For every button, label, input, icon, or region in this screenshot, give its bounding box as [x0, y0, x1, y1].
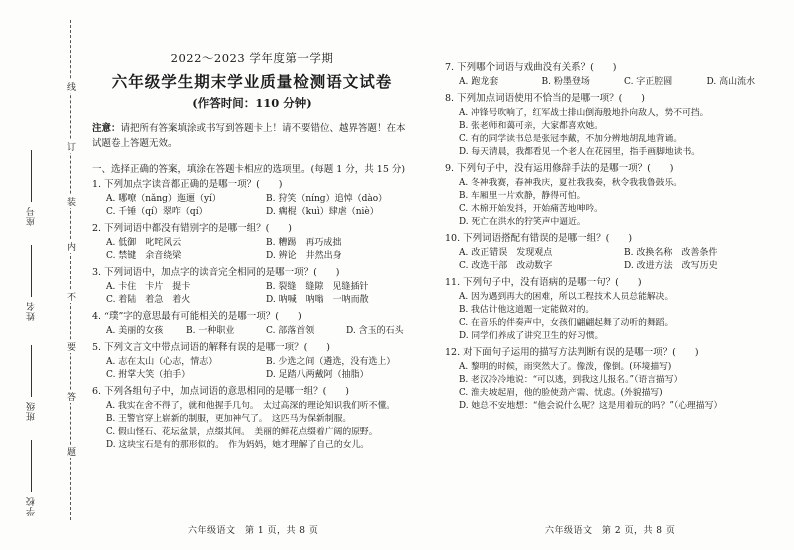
answer-option: D. 呐喊 呐嗡 一呐而散 — [266, 295, 369, 305]
left-question-list — [92, 178, 412, 452]
page-footer-right: 六年级语文 第 2 页，共 8 页 — [545, 526, 676, 536]
answer-option: A. 跑龙套 — [459, 77, 499, 87]
field-seat-number: 座号 — [25, 150, 38, 226]
binding-mark: 不 — [65, 292, 75, 301]
question — [445, 276, 775, 343]
exam-title: 六年级学生期末学业质量检测语文试卷 — [111, 73, 393, 91]
answer-option: A. 冬神我赛，春神我庆，夏社我我奏，秋令我我鲁鼓乐。 — [459, 178, 683, 188]
notice-label: 注意： — [92, 123, 121, 134]
question-stem: 3. 下列词语中，加点字的读音完全相同的是哪一项？( ) — [92, 267, 340, 278]
answer-option: C. 拊掌大笑（拍手） — [106, 370, 191, 380]
answer-option: B. 狩笑（níng）追悼（dào） — [266, 194, 388, 204]
answer-option: D. 同学们养成了讲究卫生的好习惯。 — [459, 331, 604, 341]
answer-option: A. 冲锋号吹响了，红军战士排山倒海般地扑向敌人，势不可挡。 — [459, 108, 709, 118]
answer-option: C. 千锤（qí）翠咋（qí） — [106, 207, 208, 217]
answer-option: C. 木棉开始发抖，开始痛苦地呻吟。 — [459, 204, 603, 214]
section-heading: 一、选择正确的答案，填涂在答题卡相应的选项里。(每题 1 分，共 15 分) — [92, 164, 406, 175]
answer-option: C. 淮夫坡起眉，他的脸使劲产需、忧虑。(外貌描写) — [459, 388, 663, 398]
answer-option: B. 一种职业 — [186, 326, 235, 336]
answer-option: B. 王警官穿上崭新的制服，更加神气了。 这匹马为保新制服。 — [106, 414, 352, 424]
binding-mark: 题 — [65, 447, 75, 456]
question — [92, 222, 412, 263]
answer-option: D. 每天清晨，我都看见一个老人在花园里，指手画脚地读书。 — [459, 147, 701, 157]
question-stem: 11. 下列句子中，没有语病的是哪一句？( ) — [445, 277, 642, 288]
binding-mark: 装 — [65, 197, 75, 206]
answer-option: A. 低御 叱咤风云 — [106, 238, 182, 248]
question — [92, 178, 412, 219]
exam-notice — [92, 121, 412, 151]
binding-mark: 线 — [65, 82, 75, 91]
answer-option: D. 这块宝石是有的那形似的。 作为妈妈，她才理解了自己的女儿。 — [106, 440, 370, 450]
answer-option: A. 哪嘹（nǎng）迤逦（yí） — [106, 194, 221, 204]
field-name: 姓名 — [25, 245, 38, 321]
question-stem: 10. 下列词语搭配有错误的是哪一组？( ) — [445, 233, 633, 244]
answer-option: C. 假山怪石、花坛盆景，点缀其间。 美丽的鲜花点缀着广阔的原野。 — [106, 427, 378, 437]
option-group — [92, 356, 412, 382]
answer-option: B. 老汉冷冷地说：“可以逃，到我这儿报名。”（语言描写） — [459, 375, 683, 385]
answer-option: B. 粉墨登场 — [541, 77, 590, 87]
binding-mark: 内 — [65, 242, 75, 251]
answer-option: A. 改正错误 发现观点 — [459, 248, 553, 258]
answer-option: B. 裂缝 缝隙 见缝插针 — [266, 282, 369, 292]
school-year: 2022～2023 学年度第一学期 — [170, 51, 334, 65]
answer-option: B. 我估计他这道题一定能做对的。 — [459, 305, 595, 315]
option-group — [445, 361, 775, 413]
answer-option: C. 禁键 余音绕梁 — [106, 251, 182, 261]
answer-option: D. 高山流水 — [706, 77, 756, 87]
question-stem: 7. 下列哪个词语与戏曲没有关系？( ) — [445, 62, 617, 73]
option-group — [445, 76, 775, 89]
answer-option: D. 辨论 井然出身 — [266, 251, 342, 261]
answer-option: C. 改选干部 改动数字 — [459, 261, 553, 271]
binding-margin — [0, 0, 82, 550]
answer-option: D. 含玉的石头 — [346, 326, 404, 336]
binding-mark: 订 — [65, 142, 75, 151]
question-stem: 8. 下列加点词语使用不恰当的是哪一项？( ) — [445, 93, 645, 104]
question — [92, 385, 412, 452]
option-group — [92, 237, 412, 263]
notice-text: 请把所有答案填涂或书写到答题卡上！请不要错位、越界答题！在本试题卷上答题无效。 — [92, 123, 406, 149]
right-question-list — [445, 61, 775, 413]
question — [92, 266, 412, 307]
answer-option: C. 有的同学读书总是张冠李戴，不加分辨地胡乱地背诵。 — [459, 134, 683, 144]
question — [92, 341, 412, 382]
answer-option: A. 因为遇到再大的困难，所以工程技术人员总能解决。 — [459, 292, 674, 302]
answer-option: B. 少选之间（遴选，没有选上） — [266, 357, 396, 367]
binding-mark: 答 — [65, 392, 75, 401]
option-group — [445, 291, 775, 343]
page-footer-left: 六年级语文 第 1 页，共 8 页 — [188, 526, 319, 536]
field-school: 学校 — [25, 440, 38, 516]
option-group — [92, 281, 412, 307]
left-column — [92, 0, 412, 452]
answer-option: C. 字正腔圆 — [624, 77, 673, 87]
option-group — [92, 193, 412, 219]
answer-option: A. 美丽的女孩 — [106, 326, 164, 336]
question — [445, 232, 775, 273]
answer-option: A. 志在太山（心志，情志） — [106, 357, 218, 367]
binding-mark: 要 — [65, 342, 75, 351]
question — [445, 92, 775, 159]
field-class: 班级 — [25, 345, 38, 421]
question — [445, 162, 775, 229]
answer-option: A. 卡住 卡片 提卡 — [106, 282, 191, 292]
option-group — [92, 400, 412, 452]
answer-option: A. 我实在舍不得了，就和他握手几句。 太过高深的理论知识我们听不懂。 — [106, 401, 396, 411]
right-column — [445, 0, 775, 413]
option-group — [445, 247, 775, 273]
answer-option: B. 糟踢 再巧成拙 — [266, 238, 342, 248]
question — [92, 310, 412, 338]
question-stem: 4. “璞”字的意思最有可能相关的是哪一项？( ) — [92, 311, 302, 322]
answer-option: A. 黎明的时候，雨突然大了。像泼，像倒。(环境描写) — [459, 362, 672, 372]
option-group — [445, 107, 775, 159]
question-stem: 5. 下列文言文中带点词语的解释有误的是哪一项？( ) — [92, 342, 330, 353]
question-stem: 9. 下列句子中，没有运用修辞手法的是哪一项？( ) — [445, 163, 674, 174]
answer-option: B. 张老师和蔼可亲，大家都喜欢她。 — [459, 121, 604, 131]
question-stem: 12. 对下面句子运用的描写方法判断有误的是哪一项？( ) — [445, 347, 699, 358]
answer-option: D. 死亡在洪水的狞笑声中逼近。 — [459, 217, 586, 227]
answer-option: D. 足踏八两戴阿（抽脂） — [266, 370, 369, 380]
answer-option: C. 在音乐的伴奏声中，女孩们翩翩起舞了动听的舞蹈。 — [459, 318, 674, 328]
question-stem: 1. 下列加点字读音都正确的是哪一项？( ) — [92, 179, 283, 190]
answer-option: D. 改进方法 改写历史 — [624, 261, 718, 271]
question-stem: 2. 下列词语中都没有错别字的是哪一组？( ) — [92, 223, 292, 234]
exam-time: (作答时间：110 分钟) — [192, 96, 312, 110]
exam-header — [92, 50, 412, 111]
answer-option: D. 她总不安地想：“他会说什么呢？这是用着玩的吗？”（心理描写） — [459, 401, 723, 411]
answer-option: C. 着陆 着急 着火 — [106, 295, 191, 305]
option-group — [445, 177, 775, 229]
answer-option: C. 部落首领 — [266, 326, 315, 336]
answer-option: B. 改换名称 改善条件 — [624, 248, 718, 258]
question-stem: 6. 下列各组句子中，加点词语的意思相同的是哪一组？( ) — [92, 386, 349, 397]
option-group — [92, 325, 412, 338]
answer-option: B. 车厢里一片欢静，静得可怕。 — [459, 191, 586, 201]
question — [445, 61, 775, 89]
answer-option: D. 瘸棍（kuì）肆虐（niè） — [266, 207, 379, 217]
question — [445, 346, 775, 413]
